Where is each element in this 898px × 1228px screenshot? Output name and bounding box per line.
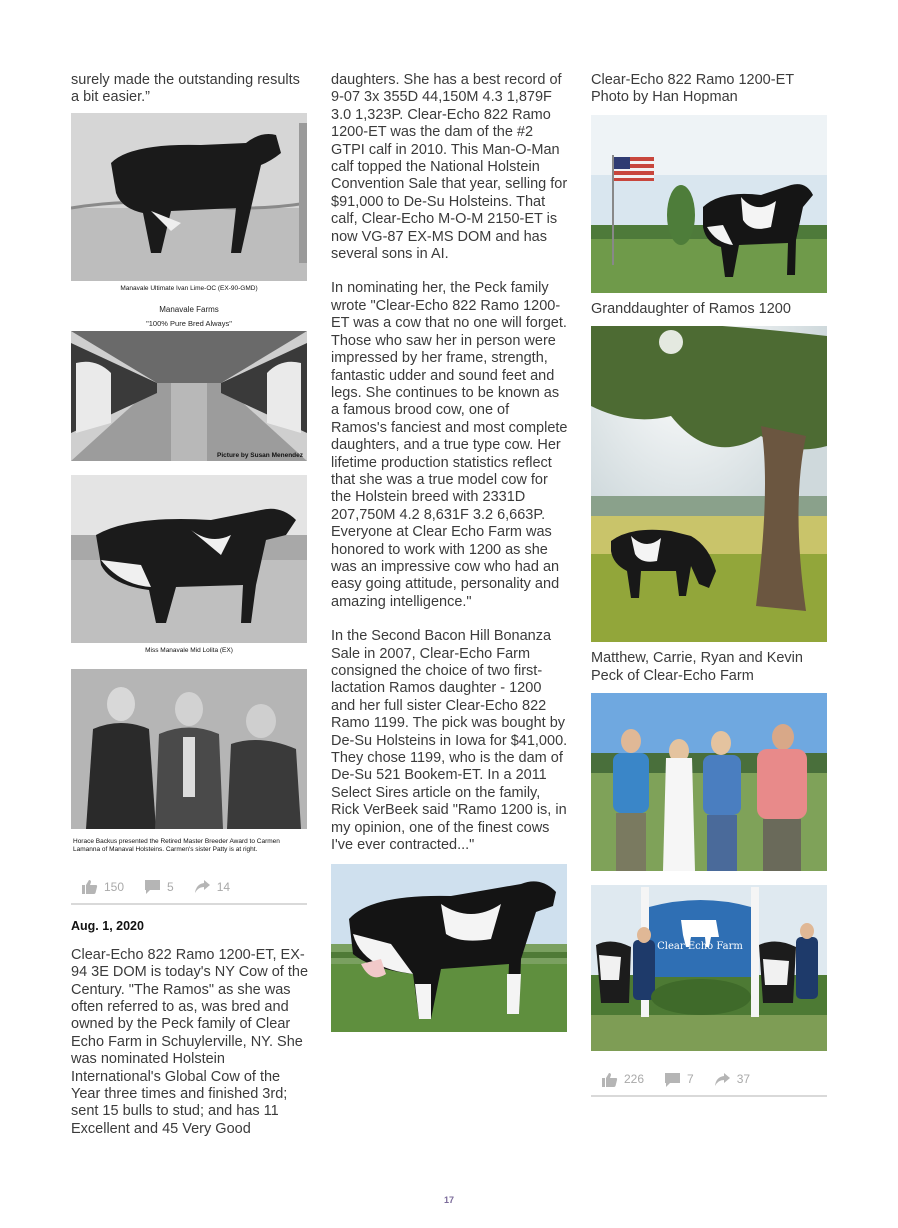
thumbs-up-icon — [81, 879, 98, 894]
page-number: 17 — [443, 1195, 454, 1205]
photo-peck-family — [591, 693, 827, 871]
comment-icon — [144, 879, 161, 894]
like-button[interactable] — [81, 879, 124, 894]
photo2-caption-top1: Manavale Farms — [159, 304, 219, 314]
share-icon — [194, 879, 211, 894]
photo-caption-2: Granddaughter of Ramos 1200 — [591, 300, 791, 317]
photo-granddaughter-under-tree — [591, 326, 827, 642]
photo-caption-3: Matthew, Carrie, Ryan and Kevin Peck of Clear-Echo Farm — [591, 650, 803, 684]
like-count: 150 — [104, 879, 125, 894]
share-count: 14 — [216, 879, 231, 894]
post-date: Aug. 1, 2020 — [71, 918, 144, 933]
photo4-caption: Horace Backus presented the Retired Master Breeder Award to Carmen Lamanna of Manaval Holsteins. Carmen's sister Patty is at right. — [73, 837, 280, 854]
post-stats-2 — [591, 1061, 829, 1091]
photo-farm-sign — [591, 885, 827, 1051]
intro-text: surely made the outstanding results a bit easier.” — [71, 72, 300, 106]
like-button-2[interactable] — [601, 1072, 644, 1087]
article-paragraph-3: In the Second Bacon Hill Bonanza Sale in 2007, Clear-Echo Farm consigned the choice of two first-lactation Ramos daughter - 1200 and her full sister Clear-Echo 822 Ramo 1199. The pick was bought by De-Su Holsteins in Iowa for $41,000. They chose 1199, who is the dam of De-Su 521 Bookem-ET. In a 2011 Select Sires article on the family, Rick VerBeek said "Ramo 1200 is, in my opinion, one of the finest cows I've ever contracted..." — [331, 628, 568, 854]
like-count-2: 226 — [624, 1072, 645, 1087]
column-2 — [331, 72, 569, 1032]
post-stats — [71, 869, 309, 899]
comment-count-2: 7 — [687, 1072, 694, 1087]
photo3-caption: Miss Manavale Mid Lolita (EX) — [145, 646, 233, 654]
photo-caption-1: Clear-Echo 822 Ramo 1200-ET Photo by Han Hopman — [591, 72, 794, 106]
photo2-caption-top2: "100% Pure Bred Always" — [146, 318, 232, 328]
thumbs-up-icon — [601, 1072, 618, 1087]
divider-2 — [591, 1095, 827, 1097]
comment-count: 5 — [167, 879, 174, 894]
column-3 — [591, 72, 829, 1097]
photo-cow-mid-lolita — [71, 475, 307, 655]
share-button[interactable] — [194, 879, 230, 894]
comment-icon — [664, 1072, 681, 1087]
photo1-caption: Manavale Ultimate Ivan Lime-OC (EX-90-GMD) — [120, 284, 258, 292]
photo-cow-with-flag — [591, 115, 827, 293]
photo-award-presentation — [71, 669, 307, 857]
article-paragraph-2: In nominating her, the Peck family wrote "Clear-Echo 822 Ramo 1200-ET was a cow that no one will forget. Those who saw her in person were impressed by her frame, strength, fantastic udder and sound feet and legs. She continues to be known as a famous brood cow, one of Ramos's fanciest and most complete daughters, and a true type cow. Her lifetime production statistics reflect that she was a true model cow for the Holstein breed with 2331D 207,750M 4.2 8,631F 3.2 6,663P. Everyone at Clear Echo Farm was honored to work with 1200 as she was an impressive cow who had an easy going attitude, personality and amazing intelligence." — [331, 280, 568, 610]
comment-button-2[interactable] — [664, 1072, 694, 1087]
photo-ramo-1200-show — [331, 864, 567, 1032]
divider — [71, 903, 307, 905]
share-count-2: 37 — [736, 1072, 751, 1087]
photo-barn-interior — [71, 303, 307, 461]
comment-button[interactable] — [144, 879, 174, 894]
photo-cow-ivan-lime — [71, 113, 307, 293]
column-1 — [71, 72, 309, 1138]
american-flag — [614, 157, 654, 181]
farm-sign-text: Clear Echo Farm — [657, 941, 743, 953]
post-text: Clear-Echo 822 Ramo 1200-ET, EX-94 3E DOM is today's NY Cow of the Century. "The Ramos" as she was often referred to as, was bred and owned by the Peck family of Clear Echo Farm in Schuylerville, NY. She was nominated Holstein International's Global Cow of the Year three times and finished 3rd; sent 15 bulls to stud; and has 11 Excellent and 45 Very Good — [71, 946, 309, 1137]
share-button-2[interactable] — [714, 1072, 750, 1087]
photo2-credit: Picture by Susan Menendez — [217, 451, 303, 459]
share-icon — [714, 1072, 731, 1087]
article-paragraph-1: daughters. She has a best record of 9-07 3x 355D 44,150M 4.3 1,879F 3.0 1,323P. Clear-Echo 822 Ramo 1200-ET was the dam of the #2 GTPI calf in 2010. This Man-O-Man calf topped the National Holstein Convention Sale that year, selling for $91,000 to De-Su Holsteins. That calf, Clear-Echo M-O-M 2150-ET is now VG-87 EX-MS DOM and has several sons in AI. — [331, 72, 568, 263]
